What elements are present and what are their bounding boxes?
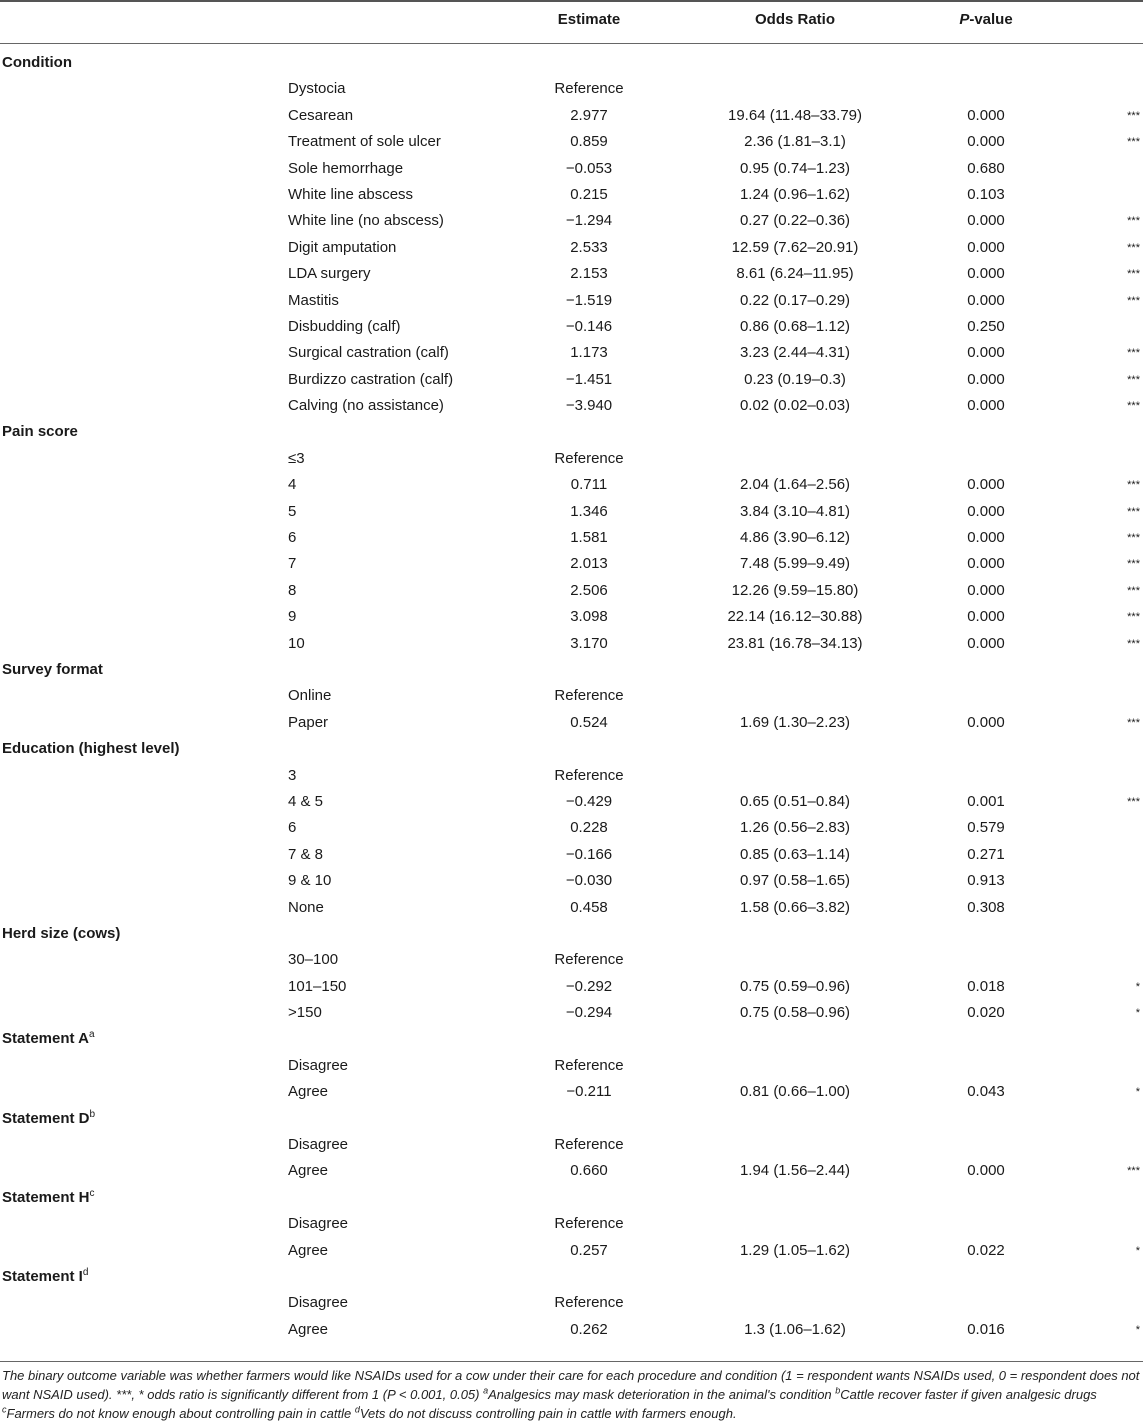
significance-cell: *** (1127, 584, 1140, 597)
row-label-cell: 3 (288, 766, 297, 784)
p-value-suffix: -value (969, 11, 1013, 28)
odds-ratio-cell: 1.69 (1.30–2.23) (739, 713, 851, 731)
table-row (0, 499, 1143, 525)
table-row (0, 710, 1143, 736)
estimate-cell: 2.153 (570, 265, 608, 283)
odds-ratio-cell: 12.26 (9.59–15.80) (731, 581, 859, 599)
significance-cell: *** (1127, 1165, 1140, 1178)
row-label-cell: Calving (no assistance) (288, 397, 444, 415)
significance-cell: *** (1127, 611, 1140, 624)
footnote-d: Vets do not discuss controlling pain in cattle with farmers enough. (359, 1406, 737, 1421)
row-label-cell: Agree (288, 1162, 329, 1180)
p-value-cell: 0.680 (967, 159, 1005, 177)
group-label-footnote-mark: d (82, 1266, 89, 1278)
significance-cell: *** (1127, 795, 1140, 808)
odds-ratio-cell: 0.65 (0.51–0.84) (739, 792, 851, 810)
group-label-text: Statement D (2, 1109, 90, 1127)
estimate-cell: 1.346 (570, 502, 608, 520)
table-row (0, 1079, 1143, 1105)
row-label-cell: 6 (288, 529, 297, 547)
table-row (0, 974, 1143, 1000)
row-label-cell: 4 & 5 (288, 792, 324, 810)
row-label-cell: 9 & 10 (288, 872, 332, 890)
row-label-cell: Digit amputation (288, 238, 397, 256)
estimate-cell: −0.166 (565, 845, 613, 863)
estimate-cell: 0.711 (570, 476, 608, 494)
table-row (0, 868, 1143, 894)
estimate-cell: −1.451 (565, 370, 613, 388)
group-label-footnote-mark: a (88, 1029, 95, 1041)
odds-ratio-cell: 2.36 (1.81–3.1) (744, 133, 846, 151)
table-row (0, 393, 1143, 419)
footnote-mark-a: a (483, 1385, 489, 1396)
group-label-footnote-mark: b (89, 1108, 96, 1120)
odds-ratio-cell: 22.14 (16.12–30.88) (727, 608, 863, 626)
p-value-cell: 0.000 (967, 502, 1005, 520)
table-row (0, 1211, 1143, 1237)
estimate-cell: 2.506 (570, 581, 608, 599)
estimate-cell: 0.859 (570, 133, 608, 151)
table-row (0, 76, 1143, 102)
group-label-footnote-mark: c (89, 1187, 95, 1199)
row-label-cell: 6 (288, 819, 297, 837)
estimate-cell: −3.940 (565, 397, 613, 415)
header-rule (0, 43, 1143, 44)
p-value-cell: 0.000 (967, 344, 1005, 362)
table-body (0, 50, 1143, 1343)
row-label-cell: Paper (288, 713, 329, 731)
p-value-cell: 0.000 (967, 291, 1005, 309)
p-value-cell: 0.001 (967, 792, 1005, 810)
odds-ratio-cell: 0.97 (0.58–1.65) (739, 872, 851, 890)
odds-ratio-cell: 0.27 (0.22–0.36) (739, 212, 851, 230)
odds-ratio-cell: 3.23 (2.44–4.31) (739, 344, 851, 362)
group-label-text: Pain score (2, 423, 78, 441)
estimate-cell: 0.524 (570, 713, 608, 731)
group-label (2, 1185, 95, 1211)
odds-ratio-cell: 23.81 (16.78–34.13) (727, 634, 863, 652)
row-label-cell: Treatment of sole ulcer (288, 133, 441, 151)
group-label (2, 921, 120, 947)
odds-ratio-cell: 3.84 (3.10–4.81) (739, 502, 851, 520)
estimate-cell: 0.458 (570, 898, 608, 916)
row-label-cell: 8 (288, 581, 297, 599)
p-value-cell: 0.000 (967, 634, 1005, 652)
table-row (0, 288, 1143, 314)
column-header-estimate: Estimate (557, 11, 621, 28)
row-label-cell: Online (288, 687, 332, 705)
estimate-cell: −0.053 (565, 159, 613, 177)
p-value-cell: 0.000 (967, 265, 1005, 283)
estimate-cell: −0.211 (566, 1083, 612, 1101)
estimate-cell: 0.660 (570, 1162, 608, 1180)
p-value-cell: 0.020 (967, 1004, 1005, 1022)
odds-ratio-cell: 0.81 (0.66–1.00) (739, 1083, 851, 1101)
row-label-cell: 7 (288, 555, 297, 573)
table-row (0, 947, 1143, 973)
group-label-text: Statement H (2, 1188, 90, 1206)
p-value-cell: 0.000 (967, 133, 1005, 151)
significance-cell: * (1135, 1244, 1140, 1257)
p-value-cell: 0.000 (967, 1162, 1005, 1180)
odds-ratio-cell: 0.95 (0.74–1.23) (739, 159, 851, 177)
odds-ratio-cell: 0.75 (0.59–0.96) (739, 977, 851, 995)
column-header-p-value (930, 11, 1042, 28)
table-row (0, 631, 1143, 657)
group-header-row (0, 921, 1143, 947)
row-label-cell: Dystocia (288, 80, 346, 98)
estimate-cell: Reference (554, 951, 624, 969)
estimate-cell: Reference (554, 766, 624, 784)
significance-cell: *** (1127, 637, 1140, 650)
p-value-cell: 0.000 (967, 608, 1005, 626)
table-row (0, 1000, 1143, 1026)
table-row (0, 182, 1143, 208)
row-label-cell: 9 (288, 608, 297, 626)
group-header-row (0, 1264, 1143, 1290)
table-row (0, 261, 1143, 287)
table-row (0, 235, 1143, 261)
row-label-cell: 5 (288, 502, 297, 520)
estimate-cell: −0.030 (565, 872, 613, 890)
row-label-cell: LDA surgery (288, 265, 371, 283)
row-label-cell: Disagree (288, 1294, 349, 1312)
p-value-cell: 0.000 (967, 713, 1005, 731)
p-value-cell: 0.250 (967, 317, 1005, 335)
p-value-cell: 0.022 (967, 1241, 1005, 1259)
significance-cell: *** (1127, 532, 1140, 545)
odds-ratio-cell: 12.59 (7.62–20.91) (731, 238, 859, 256)
significance-cell: *** (1127, 400, 1140, 413)
odds-ratio-cell: 0.75 (0.58–0.96) (739, 1004, 851, 1022)
group-header-row (0, 736, 1143, 762)
footnote-main: The binary outcome variable was whether farmers would like NSAIDs used for a cow under their care for each procedure and condition (1 = respondent wants NSAIDs used, 0 = respondent does not want NSAID used). ***, * odds ratio is significantly different from 1 (P < 0.001, 0.05) (2, 1368, 1140, 1402)
group-label-text: Herd size (cows) (2, 924, 121, 942)
table-row (0, 551, 1143, 577)
row-label-cell: 10 (288, 634, 305, 652)
table-row (0, 815, 1143, 841)
column-header-odds-ratio: Odds Ratio (754, 11, 835, 28)
odds-ratio-cell: 19.64 (11.48–33.79) (728, 106, 862, 124)
row-label-cell: Agree (288, 1320, 329, 1338)
row-label-cell: White line abscess (288, 185, 414, 203)
table-row (0, 367, 1143, 393)
significance-cell: *** (1127, 373, 1140, 386)
odds-ratio-cell: 0.02 (0.02–0.03) (739, 397, 851, 415)
p-value-cell: 0.000 (967, 370, 1005, 388)
row-label-cell: Disagree (288, 1056, 349, 1074)
estimate-cell: −0.292 (565, 977, 613, 995)
significance-cell: *** (1127, 716, 1140, 729)
table-row (0, 1053, 1143, 1079)
row-label-cell: Surgical castration (calf) (288, 344, 449, 362)
group-label-text: Statement I (2, 1267, 83, 1285)
group-label-text: Condition (2, 54, 72, 71)
footnote-a: Analgesics may mask deterioration in the animal's condition (488, 1387, 836, 1402)
group-header-row (0, 1106, 1143, 1132)
odds-ratio-cell: 1.3 (1.06–1.62) (744, 1320, 846, 1338)
significance-cell: *** (1127, 479, 1140, 492)
footnote-mark-b: b (835, 1385, 841, 1396)
odds-ratio-cell: 4.86 (3.90–6.12) (739, 529, 851, 547)
significance-cell: *** (1127, 294, 1140, 307)
estimate-cell: Reference (554, 1056, 624, 1074)
odds-ratio-cell: 8.61 (6.24–11.95) (736, 265, 854, 283)
row-label-cell: White line (no abscess) (288, 212, 444, 230)
table-bottom-rule (0, 1361, 1143, 1362)
table-row (0, 446, 1143, 472)
group-header-row (0, 657, 1143, 683)
p-value-cell: 0.000 (967, 476, 1005, 494)
table-row (0, 604, 1143, 630)
p-value-cell: 0.000 (967, 238, 1005, 256)
row-label-cell: Agree (288, 1083, 329, 1101)
estimate-cell: Reference (554, 1136, 624, 1154)
odds-ratio-cell: 0.85 (0.63–1.14) (739, 845, 851, 863)
odds-ratio-cell: 7.48 (5.99–9.49) (739, 555, 851, 573)
significance-cell: *** (1127, 347, 1140, 360)
row-label-cell: Mastitis (288, 291, 339, 309)
estimate-cell: 0.257 (570, 1241, 608, 1259)
significance-cell: * (1135, 980, 1140, 993)
odds-ratio-cell: 0.23 (0.19–0.3) (744, 370, 846, 388)
p-value-italic: P (959, 11, 970, 28)
estimate-cell: 2.533 (570, 238, 608, 256)
p-value-cell: 0.271 (967, 845, 1005, 863)
significance-cell: *** (1127, 268, 1140, 281)
row-label-cell: Disbudding (calf) (288, 317, 401, 335)
significance-cell: *** (1127, 109, 1140, 122)
p-value-cell: 0.579 (967, 819, 1005, 837)
group-header-row (0, 419, 1143, 445)
estimate-cell: −1.294 (565, 212, 613, 230)
group-header-row (0, 50, 1143, 76)
significance-cell: * (1135, 1323, 1140, 1336)
odds-ratio-cell: 0.22 (0.17–0.29) (739, 291, 851, 309)
odds-ratio-cell: 1.26 (0.56–2.83) (739, 819, 851, 837)
table-row (0, 472, 1143, 498)
row-label-cell: 101–150 (288, 977, 347, 995)
group-label-text: Survey format (2, 660, 103, 678)
group-label (2, 1264, 88, 1290)
estimate-cell: 0.228 (570, 819, 608, 837)
significance-cell: * (1135, 1007, 1140, 1020)
table-row (0, 1132, 1143, 1158)
estimate-cell: −0.429 (565, 792, 613, 810)
table-row (0, 525, 1143, 551)
p-value-cell: 0.000 (967, 555, 1005, 573)
odds-ratio-cell: 2.04 (1.64–2.56) (739, 476, 851, 494)
row-label-cell: >150 (288, 1004, 322, 1022)
p-value-cell: 0.000 (967, 106, 1005, 124)
row-label-cell: Burdizzo castration (calf) (288, 370, 454, 388)
group-label (2, 1026, 95, 1052)
estimate-cell: 2.013 (570, 555, 608, 573)
group-label (2, 419, 78, 445)
row-label-cell: Sole hemorrhage (288, 159, 404, 177)
significance-cell: *** (1127, 215, 1140, 228)
p-value-cell: 0.000 (967, 581, 1005, 599)
p-value-cell: 0.000 (967, 397, 1005, 415)
row-label-cell: 4 (288, 476, 297, 494)
row-label-cell: 7 & 8 (288, 845, 324, 863)
table-row (0, 1158, 1143, 1184)
estimate-cell: −1.519 (565, 291, 613, 309)
estimate-cell: Reference (554, 687, 624, 705)
estimate-cell: 0.262 (570, 1320, 608, 1338)
odds-ratio-cell: 1.29 (1.05–1.62) (739, 1241, 851, 1259)
group-label (2, 50, 72, 76)
group-label (2, 657, 103, 683)
table-row (0, 314, 1143, 340)
table-row (0, 683, 1143, 709)
significance-cell: *** (1127, 558, 1140, 571)
estimate-cell: Reference (554, 1294, 624, 1312)
estimate-cell: 1.173 (570, 344, 608, 362)
estimate-cell: Reference (554, 80, 624, 98)
significance-cell: *** (1127, 241, 1140, 254)
table-row (0, 842, 1143, 868)
p-value-cell: 0.103 (967, 185, 1005, 203)
odds-ratio-cell: 1.58 (0.66–3.82) (739, 898, 851, 916)
table-row (0, 763, 1143, 789)
estimate-cell: 1.581 (570, 529, 608, 547)
table-row (0, 103, 1143, 129)
table-row (0, 129, 1143, 155)
estimate-cell: 3.170 (570, 634, 608, 652)
estimate-cell: 2.977 (570, 106, 608, 124)
estimate-cell: Reference (554, 449, 624, 467)
row-label-cell: Agree (288, 1241, 329, 1259)
table-row (0, 340, 1143, 366)
row-label-cell: Disagree (288, 1215, 349, 1233)
table-row (0, 1238, 1143, 1264)
table-row (0, 1290, 1143, 1316)
estimate-cell: 3.098 (570, 608, 608, 626)
group-label-text: Statement A (2, 1030, 89, 1048)
p-value-cell: 0.016 (967, 1320, 1005, 1338)
table-footnote (2, 1366, 1140, 1423)
footnote-mark-d: d (354, 1404, 360, 1415)
estimate-cell: −0.294 (565, 1004, 613, 1022)
p-value-cell: 0.913 (967, 872, 1005, 890)
odds-ratio-cell: 1.24 (0.96–1.62) (739, 185, 851, 203)
group-header-row (0, 1185, 1143, 1211)
p-value-cell: 0.043 (967, 1083, 1005, 1101)
estimate-cell: −0.146 (565, 317, 613, 335)
row-label-cell: ≤3 (288, 449, 305, 467)
row-label-cell: Disagree (288, 1136, 349, 1154)
p-value-cell: 0.308 (967, 898, 1005, 916)
row-label-cell: 30–100 (288, 951, 339, 969)
significance-cell: * (1135, 1086, 1140, 1099)
table-row (0, 895, 1143, 921)
row-label-cell: Cesarean (288, 106, 354, 124)
table-row (0, 789, 1143, 815)
significance-cell: *** (1127, 136, 1140, 149)
odds-ratio-cell: 1.94 (1.56–2.44) (739, 1162, 851, 1180)
p-value-cell: 0.018 (967, 977, 1005, 995)
group-label (2, 736, 180, 762)
footnote-mark-c: c (2, 1404, 7, 1415)
row-label-cell: None (288, 898, 324, 916)
footnote-b: Cattle recover faster if given analgesic drugs (840, 1387, 1097, 1402)
footnote-c: Farmers do not know enough about controlling pain in cattle (6, 1406, 355, 1421)
p-value-cell: 0.000 (967, 212, 1005, 230)
estimate-cell: Reference (554, 1215, 624, 1233)
table-row (0, 208, 1143, 234)
table-top-rule (0, 0, 1143, 2)
group-label (2, 1106, 95, 1132)
table-row (0, 1317, 1143, 1343)
table-row (0, 578, 1143, 604)
significance-cell: *** (1127, 505, 1140, 518)
odds-ratio-cell: 0.86 (0.68–1.12) (739, 317, 851, 335)
estimate-cell: 0.215 (570, 185, 608, 203)
group-label-text: Education (highest level) (2, 740, 180, 758)
table-row (0, 156, 1143, 182)
p-value-cell: 0.000 (967, 529, 1005, 547)
group-header-row (0, 1026, 1143, 1052)
